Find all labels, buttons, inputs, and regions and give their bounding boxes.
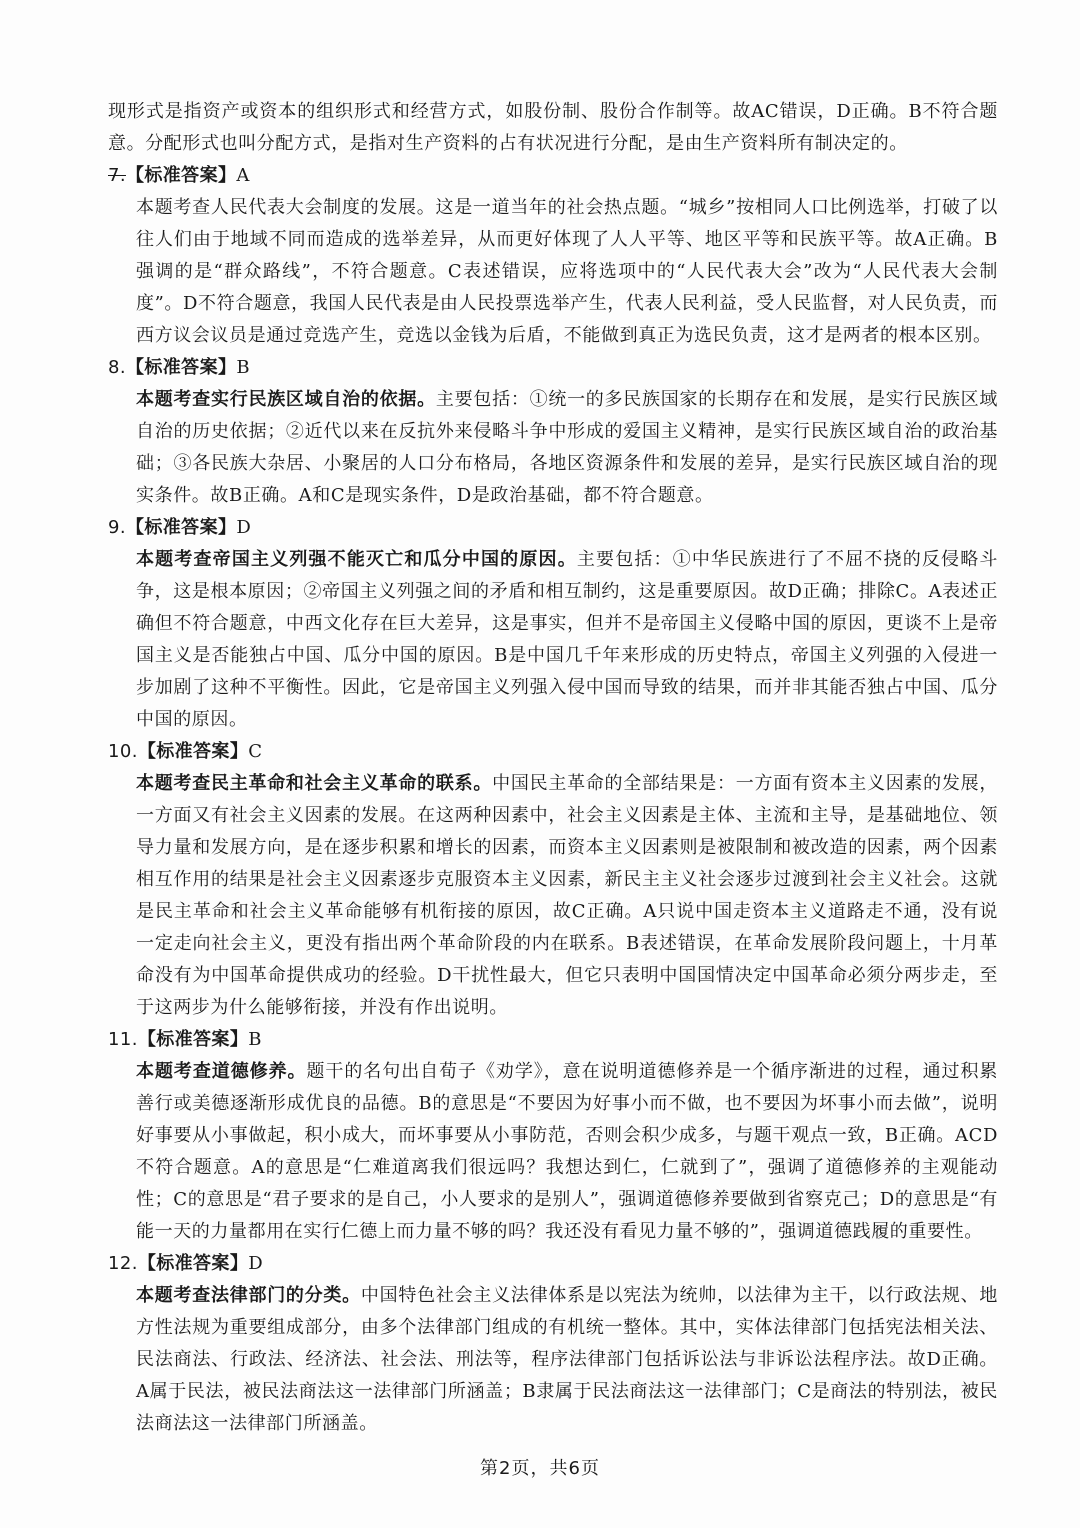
intro-paragraph: 现形式是指资产或资本的组织形式和经营方式，如股份制、股份合作制等。故AC错误，D正确。B不符合题意。分配形式也叫分配方式，是指对生产资料的占有状况进行分配，是由生产资料所有制决定的。 — [108, 101, 998, 154]
explanation-body: 主要包括：①统一的多民族国家的长期存在和发展，是实行民族区域自治的历史依据；②近代以来在反抗外来侵略斗争中形成的爱国主义精神，是实行民族区域自治的政治基础；③各民族大杂居、小聚居的人口分布格局，各地区资源条件和发展的差异，是实行民族区域自治的现实条件。故B正确。A和C是现实条件，D是政治基础，都不符合题意。 — [136, 389, 998, 506]
answer-letter: B — [236, 357, 251, 378]
explanation-body: 中国特色社会主义法律体系是以宪法为统帅，以法律为主干，以行政法规、地方性法规为重要组成部分，由多个法律部门组成的有机统一整体。其中，实体法律部门包括宪法相关法、民法商法、行政法、经济法、社会法、刑法等，程序法律部门包括诉讼法与非诉讼法程序法。故D正确。A属于民法，被民法商法这一法律部门所涵盖；B隶属于民法商法这一法律部门；C是商法的特别法，被民法商法这一法律部门所涵盖。 — [136, 1285, 998, 1434]
document-content — [108, 96, 998, 1440]
item-number: 8. — [108, 357, 126, 378]
answer-letter: C — [248, 741, 263, 762]
explanation-body: 本题考查人民代表大会制度的发展。这是一道当年的社会热点题。“城乡”按相同人口比例选举，打破了以往人们由于地域不同而造成的选举差异，从而更好体现了人人平等、地区平等和民族平等。故A正确。B强调的是“群众路线”，不符合题意。C表述错误，应将选项中的“人民代表大会”改为“人民代表大会制度”。D不符合题意，我国人民代表是由人民投票选举产生，代表人民利益，受人民监督，对人民负责，而西方议会议员是通过竞选产生，竞选以金钱为后盾，不能做到真正为选民负责，这才是两者的根本区别。 — [136, 197, 998, 346]
explanation-body: 主要包括：①中华民族进行了不屈不挠的反侵略斗争，这是根本原因；②帝国主义列强之间的矛盾和相互制约，这是重要原因。故D正确；排除C。A表述正确但不符合题意，中西文化存在巨大差异，这是事实，但并不是帝国主义侵略中国的原因，更谈不上是帝国主义是否能独占中国、瓜分中国的原因。B是中国几千年来形成的历史特点，帝国主义列强的入侵进一步加剧了这种不平衡性。因此，它是帝国主义列强入侵中国而导致的结果，而并非其能否独占中国、瓜分中国的原因。 — [136, 549, 998, 730]
answer-letter: D — [248, 1253, 264, 1274]
explanation-lead: 本题考查帝国主义列强不能灭亡和瓜分中国的原因。 — [136, 549, 577, 570]
answer-label: 【标准答案】 — [125, 165, 237, 186]
item-number: 10. — [108, 741, 138, 762]
explanation-body: 中国民主革命的全部结果是：一方面有资本主义因素的发展，一方面又有社会主义因素的发展。在这两种因素中，社会主义因素是主体、主流和主导，是基础地位、领导力量和发展方向，是在逐步积累和增长的因素，而资本主义因素则是被限制和被改造的因素，两个因素相互作用的结果是社会主义因素逐步克服资本主义因素，新民主主义社会逐步过渡到社会主义社会。这就是民主革命和社会主义革命能够有机衔接的原因，故C正确。A只说中国走资本主义道路走不通，没有说一定走向社会主义，更没有指出两个革命阶段的内在联系。B表述错误，在革命发展阶段问题上，十月革命没有为中国革命提供成功的经验。D干扰性最大，但它只表明中国国情决定中国革命必须分两步走，至于这两步为什么能够衔接，并没有作出说明。 — [136, 773, 998, 1018]
item-number: 9. — [108, 517, 126, 538]
answer-label: 【标准答案】 — [137, 1253, 249, 1274]
answer-letter: B — [248, 1029, 262, 1050]
answer-letter: D — [236, 517, 252, 538]
answer-label: 【标准答案】 — [137, 1029, 249, 1050]
answer-item-7 — [108, 160, 998, 352]
item-number: 12. — [108, 1253, 138, 1274]
answer-label: 【标准答案】 — [125, 357, 237, 378]
explanation-lead: 本题考查实行民族区域自治的依据。 — [136, 389, 436, 410]
answer-item-10 — [108, 736, 998, 1024]
answer-label: 【标准答案】 — [125, 517, 237, 538]
explanation-lead: 本题考查道德修养。 — [136, 1061, 307, 1082]
answer-item-9 — [108, 512, 998, 736]
explanation-body: 题干的名句出自荀子《劝学》，意在说明道德修养是一个循序渐进的过程，通过积累善行或美德逐渐形成优良的品德。B的意思是“不要因为好事小而不做，也不要因为坏事小而去做”，说明好事要从小事做起，积小成大，而坏事要从小事防范，否则会积少成多，与题干观点一致，B正确。ACD不符合题意。A的意思是“仁难道离我们很远吗？我想达到仁，仁就到了”，强调了道德修养的主观能动性；C的意思是“君子要求的是自己，小人要求的是别人”，强调道德修养要做到省察克己；D的意思是“有能一天的力量都用在实行仁德上而力量不够的吗？我还没有看见力量不够的”，强调道德践履的重要性。 — [136, 1061, 998, 1242]
item-number: 11. — [108, 1029, 138, 1050]
answer-item-12 — [108, 1248, 998, 1440]
item-number: 7. — [108, 165, 126, 186]
answer-label: 【标准答案】 — [137, 741, 249, 762]
answer-letter: A — [236, 165, 250, 186]
answer-item-11 — [108, 1024, 998, 1248]
page-number-footer: 第2页，共6页 — [480, 1458, 600, 1479]
explanation-lead: 本题考查法律部门的分类。 — [136, 1285, 361, 1306]
answer-item-8 — [108, 352, 998, 512]
explanation-lead: 本题考查民主革命和社会主义革命的联系。 — [136, 773, 493, 794]
